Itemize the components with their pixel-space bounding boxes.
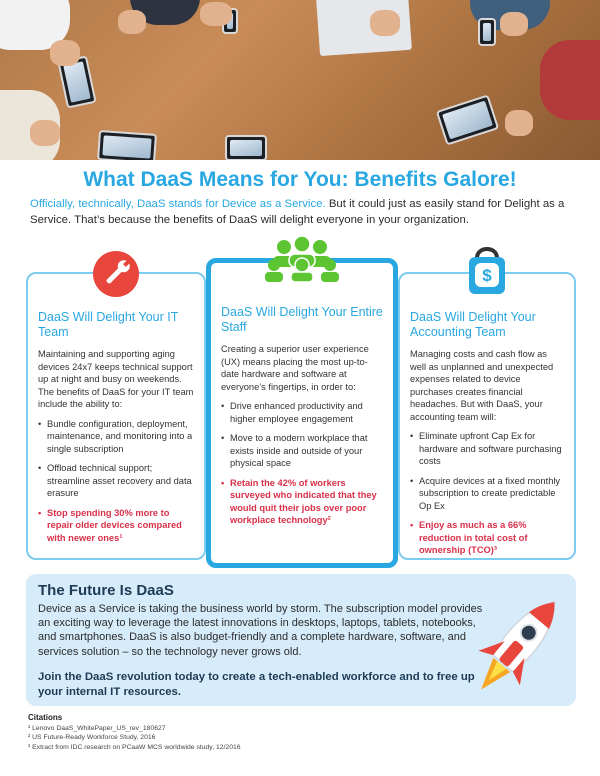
citation-item: ² US Future-Ready Workforce Study, 2016 [28, 734, 156, 741]
card-bullets [221, 400, 385, 527]
future-heading: The Future Is DaaS [38, 582, 174, 599]
citations-title: Citations [28, 713, 63, 722]
page-title: What DaaS Means for You: Benefits Galore! [83, 168, 517, 191]
rocket-illustration [466, 582, 566, 712]
svg-text:$: $ [482, 266, 492, 285]
card-body: Creating a superior user experience (UX) means placing the most up-to-date hardware and software at everyone’s fingertips, in order to: [221, 344, 369, 392]
list-item: • Drive enhanced productivity and higher employee engagement [221, 400, 385, 425]
future-body: Device as a Service is taking the business world by storm. The subscription model provides an exciting way to leverage the latest innovations in desktops, laptops, tablets, notebooks, and smartphones. DaaS is also budget-friendly and a complete hardware, software, and services solution – so the technology never grows old. [38, 603, 483, 658]
intro-rest: But it could just as easily stand for Delight as a Service. That’s because the benefits of DaaS will delight everyone in your organization. [30, 198, 565, 226]
intro-paragraph [30, 196, 575, 228]
dollar-tag-icon [465, 244, 509, 296]
citations [28, 713, 568, 752]
future-cta: Join the DaaS revolution today to create a tech-enabled workforce and to free up your internal IT resources. [38, 671, 475, 698]
hero-image [0, 0, 600, 160]
it-team-card [26, 272, 206, 560]
card-heading: DaaS Will Delight Your IT Team [38, 310, 179, 339]
list-item: • Offload technical support; streamline asset recovery and data erasure [38, 462, 196, 500]
citation-item: ¹ Lenovo DaaS_WhitePaper_US_rev_180627 [28, 724, 166, 732]
card-bullets [410, 430, 566, 557]
wrench-icon [92, 250, 140, 298]
card-body: Maintaining and supporting aging devices 24x7 keeps technical support up at night and busy on weekends. The benefits of DaaS for your IT team include the ability to: [38, 349, 194, 409]
intro-lead: Officially, technically, DaaS stands for Device as a Service. [30, 198, 326, 210]
list-item: • Move to a modern workplace that exists inside and outside of your physical space [221, 432, 385, 470]
accounting-team-card [398, 266, 576, 560]
card-bullets [38, 418, 196, 545]
card-heading: DaaS Will Delight Your Entire Staff [221, 305, 383, 334]
highlight-item: • Enjoy as much as a 66% reduction in total cost of ownership (TCO)³ [410, 519, 566, 557]
entire-staff-card [206, 258, 398, 568]
highlight-item: • Retain the 42% of workers surveyed who indicated that they would quit their jobs over poor workplace technology² [221, 477, 385, 527]
citation-item: ³ Extract from IDC research on PCaaW MCS worldwide study, 12/2016 [28, 743, 241, 751]
people-group-icon [260, 235, 344, 283]
list-item: • Eliminate upfront Cap Ex for hardware and software purchasing costs [410, 430, 566, 468]
highlight-item: • Stop spending 30% more to repair older devices compared with newer ones¹ [38, 507, 196, 545]
list-item: • Bundle configuration, deployment, maintenance, and monitoring into a single subscription [38, 418, 196, 456]
list-item: • Acquire devices at a fixed monthly subscription to create predictable Op Ex [410, 475, 566, 513]
card-heading: DaaS Will Delight Your Accounting Team [410, 310, 536, 339]
card-body: Managing costs and cash flow as well as unplanned and unexpected expenses related to device purchases creates financial headaches. But with DaaS, your accounting team will: [410, 349, 554, 422]
